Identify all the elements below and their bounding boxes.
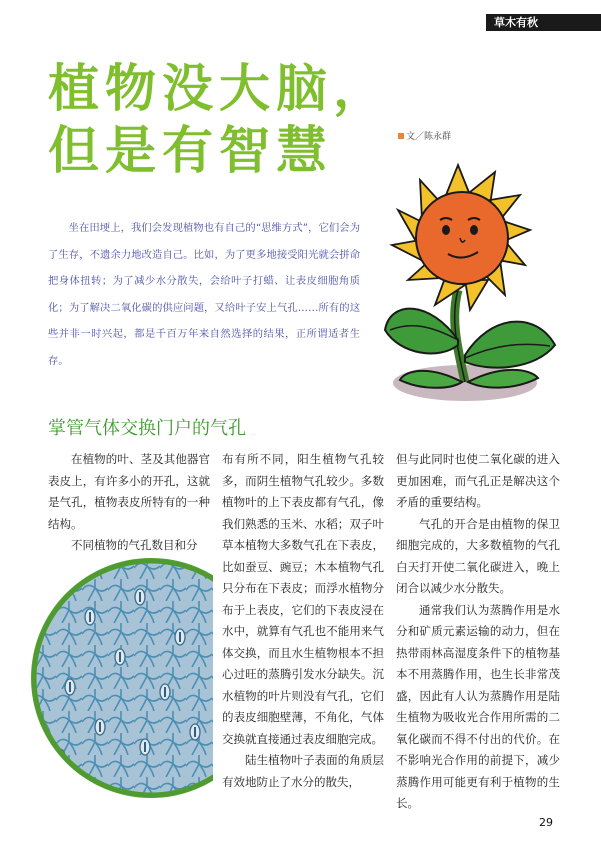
paragraph: 不同植物的气孔数目和分 [71,538,198,552]
article-title [48,58,390,182]
paragraph: 但与此同时也使二氧化碳的进入更加困难，而气孔正是解决这个矛盾的重要结构。 [396,452,560,509]
title-line-2: 但是有智慧 [48,121,334,181]
paragraph: 陆生植物叶子表面的角质层有效地防止了水分的散失， [222,753,384,789]
text-column-3 [396,449,560,815]
text-column-2 [222,449,384,793]
text-column-1 [48,449,210,557]
section-tag: 草木有秋 [486,14,601,31]
byline-square-icon [398,133,404,139]
stomata-micrograph [30,557,213,799]
page-number: 29 [539,816,553,829]
byline [398,129,451,142]
byline-text: 文／陈永群 [406,132,452,142]
sunflower-illustration [370,150,580,405]
title-line-1: 植物没大脑， [48,59,391,119]
intro-paragraph: 坐在田埂上，我们会发现植物也有自己的“思维方式”，它们会为了生存，不遗余力地改造自己。比如，为了更多地接受阳光就会拼命把身体扭转；为了减少水分散失，会给叶子打蜡、让表皮细胞角质化；为了解决二氧化碳的供应问题，又给叶子安上气孔……所有的这些并非一时兴起，都是千百万年来自然选择的结果，正所谓适者生存。 [48,222,360,367]
paragraph: 布有所不同，阳生植物气孔较多，而阴生植物气孔较少。多数植物叶的上下表皮都有气孔，像我们熟悉的玉米、水稻；双子叶草本植物大多数气孔在下表皮，比如蚕豆、豌豆；木本植物气孔只分布在下表皮；而浮水植物分布于上表皮，它们的下表皮浸在水中，就算有气孔也不能用来气体交换，而且水生植物根本不担心过旺的蒸腾引发水分缺失。沉水植物的叶片则没有气孔，它们的表皮细胞壁薄，不角化，气体交换就直接通过表皮细胞完成。 [222,452,384,746]
paragraph: 气孔的开合是由植物的保卫细胞完成的，大多数植物的气孔白天打开使二氧化碳进入，晚上闭合以减少水分散失。 [396,516,560,595]
paragraph: 通常我们认为蒸腾作用是水分和矿质元素运输的动力，但在热带雨林高湿度条件下的植物基本不用蒸腾作用，也生长非常茂盛，因此有人认为蒸腾作用是陆生植物为吸收光合作用所需的二氧化碳而不得不付出的代价。在不影响光合作用的前提下，减少蒸腾作用可能更有利于植物的生长。 [396,602,560,810]
paragraph: 在植物的叶、茎及其他器官表皮上，有许多小的开孔，这就是气孔，植物表皮所特有的一种结构。 [48,452,210,531]
section-heading: 掌管气体交换门户的气孔 [48,418,246,439]
